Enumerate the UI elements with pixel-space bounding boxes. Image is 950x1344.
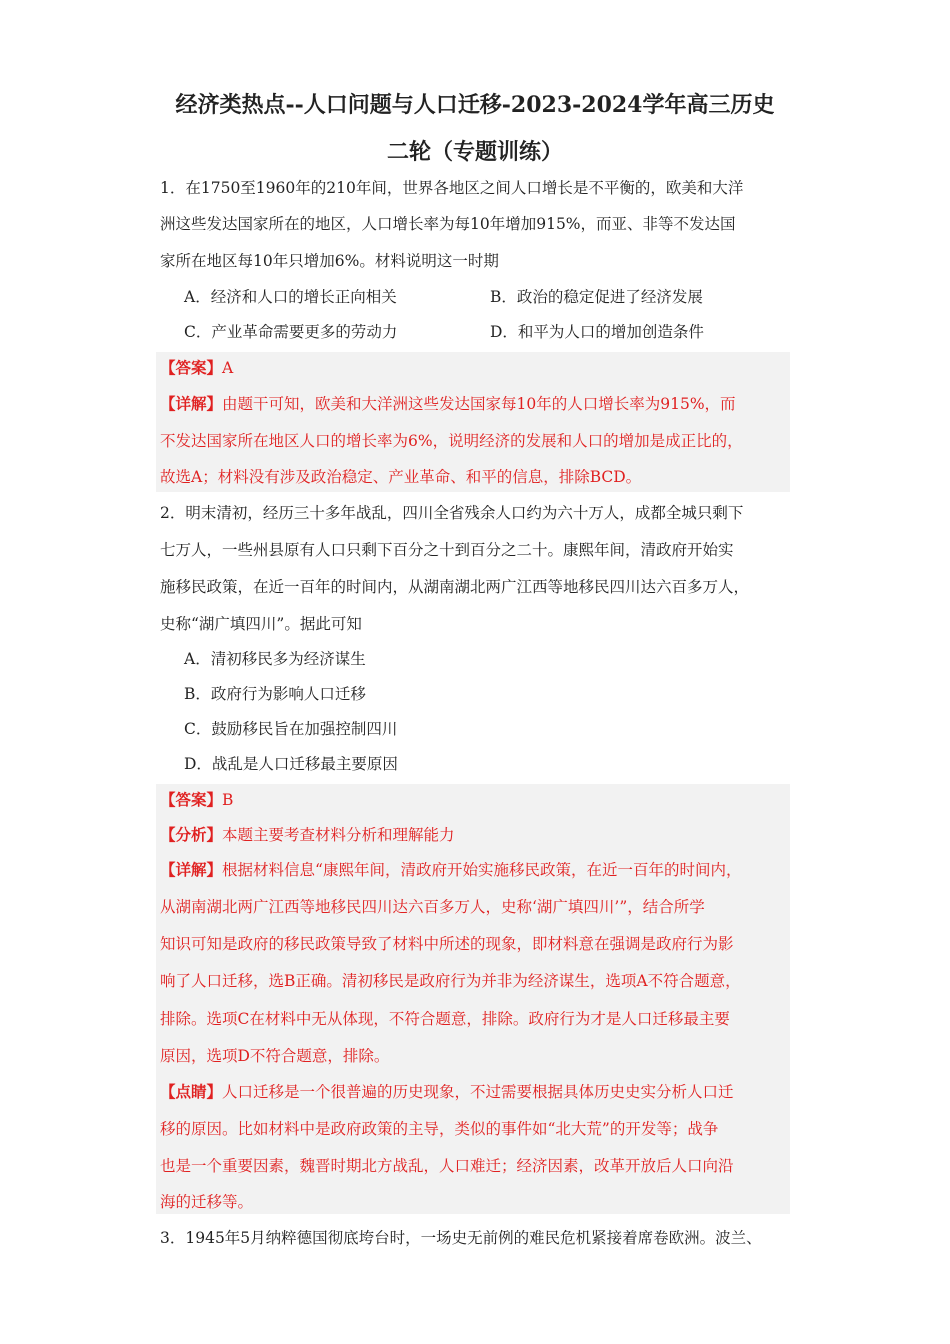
q2-solution-box: [156, 784, 790, 1214]
q2-option-c: C．鼓励移民旨在加强控制四川: [184, 720, 398, 738]
q2-detail-line-5: 排除。选项C在材料中无从体现，不符合题意，排除。政府行为才是人口迁移最主要: [160, 1010, 730, 1028]
q1-answer-tag: 【答案】: [160, 358, 223, 377]
q2-analysis-text: 本题主要考查材料分析和理解能力: [222, 826, 455, 844]
q1-stem-line-3: 家所在地区每10年只增加6%。材料说明这一时期: [160, 252, 499, 270]
q2-comment-tag: 【点睛】: [160, 1082, 223, 1101]
q2-answer-tag: 【答案】: [160, 790, 223, 809]
q3-stem-line-1: 3．1945年5月纳粹德国彻底垮台时，一场史无前例的难民危机紧接着席卷欧洲。波兰、: [160, 1229, 762, 1247]
q1-detail-text-1: 由题干可知，欧美和大洋洲这些发达国家每10年的人口增长率为915%，而: [222, 395, 736, 413]
q2-comment-line-1: [160, 1082, 734, 1102]
q2-option-b: B．政府行为影响人口迁移: [184, 685, 366, 703]
q1-detail-line-2: 不发达国家所在地区人口的增长率为6%，说明经济的发展和人口的增加是成正比的，: [160, 432, 743, 450]
q2-stem-line-3: 施移民政策，在近一百年的时间内，从湖南湖北两广江西等地移民四川达六百多万人，: [160, 578, 750, 596]
q2-detail-tag: 【详解】: [160, 860, 223, 879]
q1-option-a: A．经济和人口的增长正向相关: [184, 288, 397, 306]
document-title-line-2: 二轮（专题训练）: [386, 139, 563, 165]
q2-answer: [160, 790, 233, 810]
q2-detail-line-2: 从湖南湖北两广江西等地移民四川达六百多万人，史称‘湖广填四川’”，结合所学: [160, 898, 705, 916]
q2-comment-text-1: 人口迁移是一个很普遍的历史现象，不过需要根据具体历史史实分析人口迁: [222, 1083, 734, 1101]
q2-stem-line-2: 七万人，一些州县原有人口只剩下百分之十到百分之二十。康熙年间，清政府开始实: [160, 541, 734, 559]
q1-detail-line-3: 故选A；材料没有涉及政治稳定、产业革命、和平的信息，排除BCD。: [160, 468, 642, 486]
q2-detail-text-1: 根据材料信息“康熙年间，清政府开始实施移民政策，在近一百年的时间内，: [222, 861, 742, 879]
document-title-line-1: 经济类热点--人口问题与人口迁移-2023-2024学年高三历史: [175, 92, 775, 118]
q2-comment-line-2: 移的原因。比如材料中是政府政策的主导，类似的事件如“北大荒”的开发等；战争: [160, 1120, 719, 1138]
q2-stem-line-4: 史称“湖广填四川”。据此可知: [160, 615, 362, 633]
q2-comment-line-4: 海的迁移等。: [160, 1193, 254, 1211]
q2-option-a: A．清初移民多为经济谋生: [184, 650, 366, 668]
q2-detail-line-4: 响了人口迁移，选B正确。清初移民是政府行为并非为经济谋生，选项A不符合题意，: [160, 972, 741, 990]
q2-stem-line-1: 2．明末清初，经历三十多年战乱，四川全省残余人口约为六十万人，成都全城只剩下: [160, 504, 744, 522]
q1-answer: [160, 358, 233, 378]
q2-detail-line-1: [160, 860, 741, 880]
q1-stem-line-2: 洲这些发达国家所在的地区，人口增长率为每10年增加915%，而亚、非等不发达国: [160, 215, 736, 233]
q1-stem-line-1: 1．在1750至1960年的210年间，世界各地区之间人口增长是不平衡的，欧美和大洋: [160, 179, 744, 197]
q1-option-d: D．和平为人口的增加创造条件: [490, 323, 704, 341]
q1-option-c: C．产业革命需要更多的劳动力: [184, 323, 398, 341]
q2-analysis: [160, 825, 455, 845]
q2-option-d: D．战乱是人口迁移最主要原因: [184, 755, 398, 773]
q2-comment-line-3: 也是一个重要因素，魏晋时期北方战乱，人口难迁；经济因素，改革开放后人口向沿: [160, 1157, 734, 1175]
q2-analysis-tag: 【分析】: [160, 825, 223, 844]
q1-detail-tag: 【详解】: [160, 394, 223, 413]
q1-detail-line-1: [160, 394, 736, 414]
q1-option-b: B．政治的稳定促进了经济发展: [490, 288, 703, 306]
q1-answer-value: A: [222, 359, 234, 377]
q2-detail-line-3: 知识可知是政府的移民政策导致了材料中所述的现象，即材料意在强调是政府行为影: [160, 935, 734, 953]
q2-detail-line-6: 原因，选项D不符合题意，排除。: [160, 1047, 390, 1065]
q2-answer-value: B: [222, 791, 234, 809]
